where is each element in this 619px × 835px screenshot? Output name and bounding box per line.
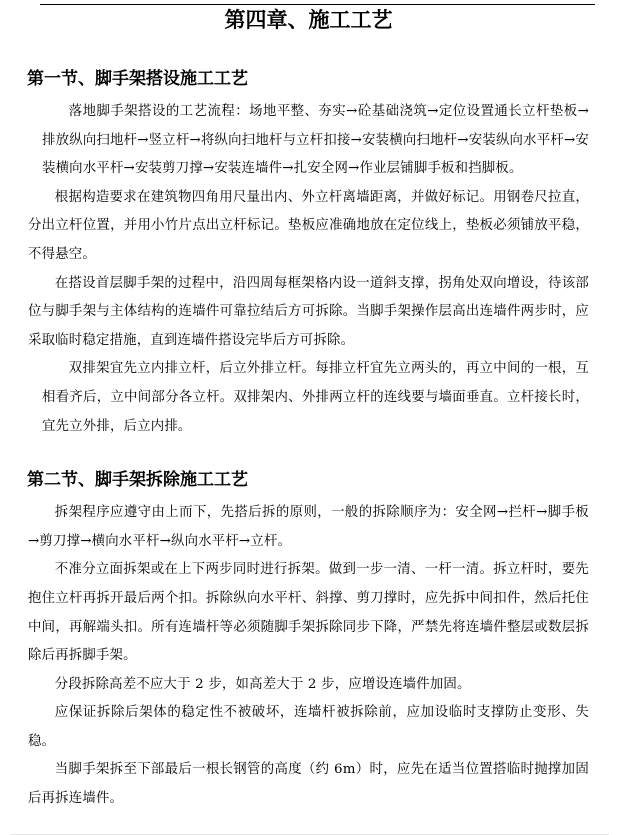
section-title-2: 第二节、脚手架拆除施工工艺	[27, 470, 248, 491]
section-1-paragraph-2: 根据构造要求在建筑物四角用尺量出内、外立杆离墙距离，并做好标记。用钢卷尺拉直，分出立杆位置，并用小竹片点出立杆标记。垫板应准确地放在定位线上，垫板必须铺放平稳，不得悬空。	[28, 189, 589, 262]
section-2-paragraph-3: 分段拆除高差不应大于 2 步，如高差大于 2 步，应增设连墙件加固。	[54, 676, 471, 692]
section-2-paragraph-2: 不准分立面拆架或在上下两步同时进行拆架。做到一步一清、一杆一清。拆立杆时，要先抱住立杆再拆开最后两个扣。拆除纵向水平杆、斜撑、剪刀撑时，应先拆中间扣件，然后托住中间，再解端头扣。所有连墙杆等必须随脚手架拆除同步下降，严禁先将连墙件整层或数层拆除后再拆脚手架。	[28, 562, 589, 664]
section-2-paragraph-4: 应保证拆除后架体的稳定性不被破坏，连墙杆被拆除前，应加设临时支撑防止变形、失稳。	[28, 705, 589, 749]
chapter-title: 第四章、施工工艺	[224, 8, 393, 32]
section-1-paragraph-3: 在搭设首层脚手架的过程中，沿四周每框架格内设一道斜支撑，拐角处双向增设，待该部位与脚手架与主体结构的连墙件可靠拉结后方可拆除。当脚手架操作层高出连墙件两步时，应采取临时稳定措施，直到连墙件搭设完毕后方可拆除。	[28, 275, 589, 348]
section-title-1: 第一节、脚手架搭设施工工艺	[27, 69, 248, 89]
section-1-paragraph-4: 双排架宜先立内排立杆，后立外排立杆。每排立杆宜先立两头的，再立中间的一根，互相看齐后，立中间部分各立杆。双排架内、外排两立杆的连线要与墙面垂直。立杆接长时，宜先立外排，后立内排。	[42, 361, 589, 434]
section-2-paragraph-5: 当脚手架拆至下部最后一根长钢管的高度（约 6m）时，应先在适当位置搭临时抛撑加固后再拆连墙件。	[28, 762, 589, 807]
section-2-paragraph-1: 拆架程序应遵守由上而下，先搭后拆的原则，一般的拆除顺序为：安全网→拦杆→脚手板→剪刀撑→横向水平杆→纵向水平杆→立杆。	[28, 505, 589, 549]
section-1-paragraph-1: 落地脚手架搭设的工艺流程：场地平整、夯实→砼基础浇筑→定位设置通长立杆垫板→排放纵向扫地杆→竖立杆→将纵向扫地杆与立杆扣接→安装横向扫地杆→安装纵向水平杆→安装横向水平杆→安装剪刀撑→安装连墙件→扎安全网→作业层铺脚手板和挡脚板。	[42, 104, 589, 177]
header-rule	[40, 4, 595, 5]
